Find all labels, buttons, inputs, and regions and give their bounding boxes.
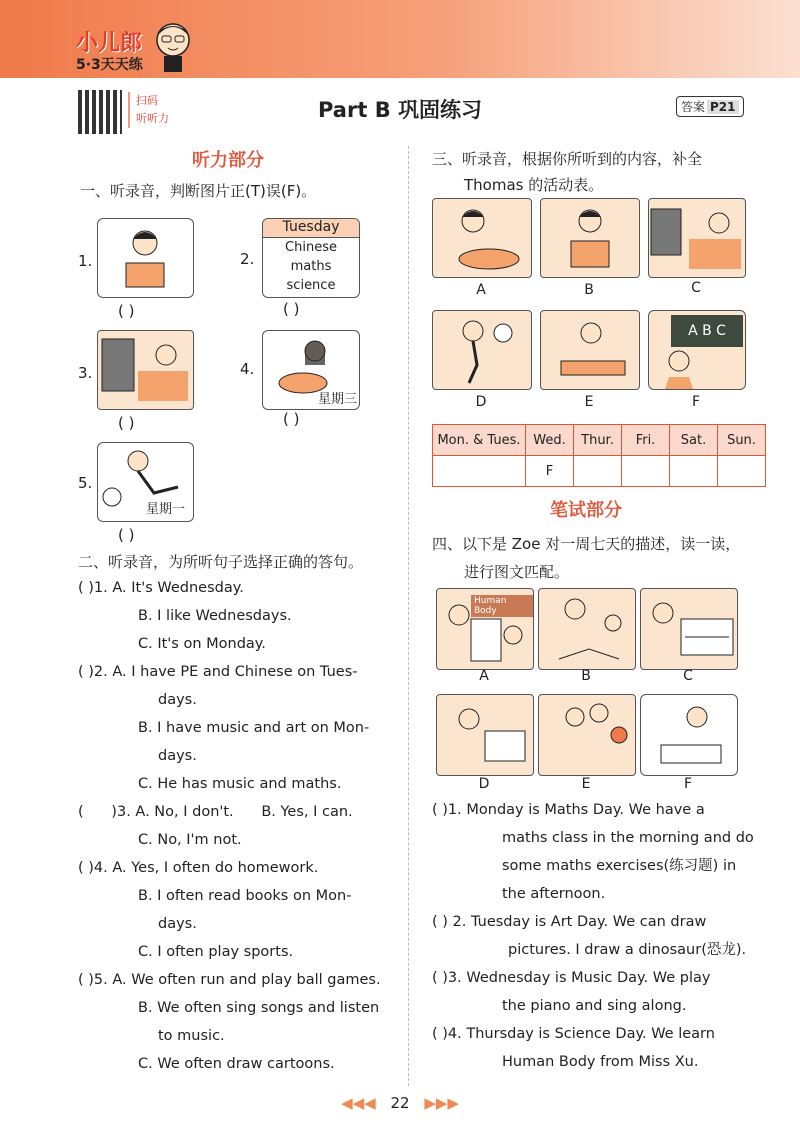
q3-label: A <box>476 282 486 298</box>
football-boy-icon <box>433 311 531 389</box>
prev-arrows-icon: ◀◀◀ <box>341 1094 376 1112</box>
q1-answer-3[interactable]: ( ) <box>118 414 135 432</box>
q2-line: days. <box>158 916 197 932</box>
q2-line: ( )2. A. I have PE and Chinese on Tues- <box>78 664 358 680</box>
q4-line: some maths exercises(练习题) in <box>502 858 737 874</box>
blackboard: A B C <box>671 315 743 347</box>
table-cell[interactable] <box>670 456 718 487</box>
answer-badge: 答案 P21 <box>676 96 744 117</box>
q3-label: E <box>584 394 594 410</box>
q3-label: F <box>691 394 701 410</box>
day-tag: 星期一 <box>145 502 185 517</box>
schedule-day: Tuesday <box>263 219 359 238</box>
q2-line: C. It's on Monday. <box>138 636 266 652</box>
q2-line: ( )1. A. It's Wednesday. <box>78 580 244 596</box>
q3-instruction-line: 三、听录音，根据你所听到的内容，补全 <box>432 150 703 168</box>
q4-line: Human Body from Miss Xu. <box>502 1054 699 1070</box>
q2-line: B. I have music and art on Mon- <box>138 720 370 736</box>
q3-label: C <box>691 280 701 296</box>
q2-line: B. We often sing songs and listen <box>138 1000 380 1016</box>
poster-text: Human Body <box>471 595 533 617</box>
mascot-icon <box>150 18 196 72</box>
table-header: Sat. <box>670 425 718 456</box>
page-title: Part B 巩固练习 <box>317 98 483 122</box>
q1-answer-4[interactable]: ( ) <box>283 410 300 428</box>
q2-line: to music. <box>158 1028 225 1044</box>
q2-line: ( )4. A. Yes, I often do homework. <box>78 860 319 876</box>
brand-logo: 小儿郎 <box>76 31 143 56</box>
q4-line: ( )3. Wednesday is Music Day. We play <box>432 970 711 986</box>
q1-number-3: 3. <box>78 364 93 382</box>
table-header: Fri. <box>622 425 670 456</box>
q2-line: days. <box>158 692 197 708</box>
q3-label: D <box>475 394 487 410</box>
q4-line: the afternoon. <box>502 886 606 902</box>
tv-watching-icon <box>98 331 193 409</box>
page-number: 22 <box>390 1094 410 1112</box>
table-cell[interactable]: F <box>526 456 574 487</box>
q4-line: ( ) 2. Tuesday is Art Day. We can draw <box>432 914 707 930</box>
q1-answer-2[interactable]: ( ) <box>283 300 300 318</box>
q3-picture-d <box>432 310 532 390</box>
q4-picture-c <box>640 588 738 670</box>
brand-subtitle: 5·3天天练 <box>76 57 143 73</box>
q2-line: C. I often play sports. <box>138 944 294 960</box>
q1-answer-5[interactable]: ( ) <box>118 526 135 544</box>
column-divider <box>408 146 409 1086</box>
q4-picture-f <box>640 694 738 776</box>
reading-boy-icon <box>98 219 193 297</box>
q2-line: C. We often draw cartoons. <box>138 1056 335 1072</box>
schedule-subject: science <box>286 278 336 293</box>
q4-picture-a <box>436 588 534 670</box>
q4-sentences <box>432 796 762 1076</box>
q2-line: C. He has music and maths. <box>138 776 342 792</box>
piano-boy-icon <box>641 589 737 669</box>
q4-picture-e <box>538 694 636 776</box>
table-header: Sun. <box>718 425 766 456</box>
q3-label: B <box>584 282 594 298</box>
q4-line: pictures. I draw a dinosaur(恐龙). <box>508 942 747 958</box>
basketball-kids-icon <box>539 695 635 775</box>
q3-picture-b <box>540 198 640 278</box>
q1-picture-3 <box>97 330 194 410</box>
q2-instruction: 二、听录音，为所听句子选择正确的答句。 <box>78 553 364 571</box>
table-cell[interactable] <box>574 456 622 487</box>
q4-instruction <box>432 530 740 586</box>
q4-instruction-line: 四、以下是 Zoe 对一周七天的描述，读一读， <box>432 535 741 553</box>
running-kids-icon <box>539 589 635 669</box>
q1-number-1: 1. <box>78 252 93 270</box>
q4-label: E <box>581 776 591 792</box>
day-tag: 星期三 <box>317 392 357 407</box>
table-header: Thur. <box>574 425 622 456</box>
q4-line: ( )1. Monday is Maths Day. We have a <box>432 802 705 818</box>
q4-line: maths class in the morning and do <box>502 830 754 846</box>
tv-watching-icon <box>649 199 745 277</box>
schedule-subject: maths <box>290 259 332 274</box>
q2-line: C. No, I'm not. <box>138 832 242 848</box>
table-header: Wed. <box>526 425 574 456</box>
q4-line: ( )4. Thursday is Science Day. We learn <box>432 1026 715 1042</box>
q4-label: B <box>581 668 591 684</box>
q1-number-4: 4. <box>240 360 255 378</box>
writing-heading: 笔试部分 <box>550 500 622 521</box>
q4-picture-d <box>436 694 534 776</box>
q3-picture-e <box>540 310 640 390</box>
q4-label: C <box>683 668 693 684</box>
scan-text: 扫码 <box>136 94 158 107</box>
schedule-subject: Chinese <box>285 240 337 255</box>
q2-line: B. I like Wednesdays. <box>138 608 292 624</box>
science-class-icon <box>437 589 533 669</box>
q4-label: D <box>478 776 490 792</box>
teacher-icon <box>649 347 745 389</box>
q4-label: F <box>683 776 693 792</box>
reading-boy-icon <box>541 199 639 277</box>
q2-line: days. <box>158 748 197 764</box>
q2-line: ( )3. A. No, I don't. B. Yes, I can. <box>78 804 353 820</box>
table-cell[interactable] <box>718 456 766 487</box>
q2-line: B. I often read books on Mon- <box>138 888 352 904</box>
page-footer <box>0 1094 800 1112</box>
drawing-dinosaur-icon <box>437 695 533 775</box>
q3-picture-a <box>432 198 532 278</box>
q2-line: ( )5. A. We often run and play ball games. <box>78 972 381 988</box>
table-cell[interactable] <box>433 456 526 487</box>
q4-line: the piano and sing along. <box>502 998 687 1014</box>
activity-table <box>432 424 766 487</box>
q4-picture-b <box>538 588 636 670</box>
table-header: Mon. & Tues. <box>433 425 526 456</box>
q1-schedule-card <box>262 218 360 298</box>
q2-questions <box>78 574 398 1078</box>
listen-text: 听听力 <box>136 112 169 125</box>
table-cell[interactable] <box>622 456 670 487</box>
listening-heading: 听力部分 <box>192 150 264 171</box>
q3-instruction <box>432 146 702 198</box>
q1-picture-4 <box>262 330 360 410</box>
washing-boy-icon <box>433 199 531 277</box>
q1-answer-1[interactable]: ( ) <box>118 302 135 320</box>
q1-number-2: 2. <box>240 250 255 268</box>
q4-label: A <box>479 668 489 684</box>
next-arrows-icon: ▶▶▶ <box>424 1094 459 1112</box>
homework-boy-icon <box>541 311 639 389</box>
q1-picture-1 <box>97 218 194 298</box>
q3-instruction-line: Thomas 的活动表。 <box>464 176 604 194</box>
q4-instruction-line: 进行图文匹配。 <box>464 563 570 581</box>
q1-number-5: 5. <box>78 474 93 492</box>
q1-instruction: 一、听录音，判断图片正(T)误(F)。 <box>80 182 317 200</box>
q3-picture-c <box>648 198 746 278</box>
q1-picture-5 <box>97 442 194 522</box>
maths-exercise-icon <box>641 695 737 775</box>
q3-picture-f <box>648 310 746 390</box>
